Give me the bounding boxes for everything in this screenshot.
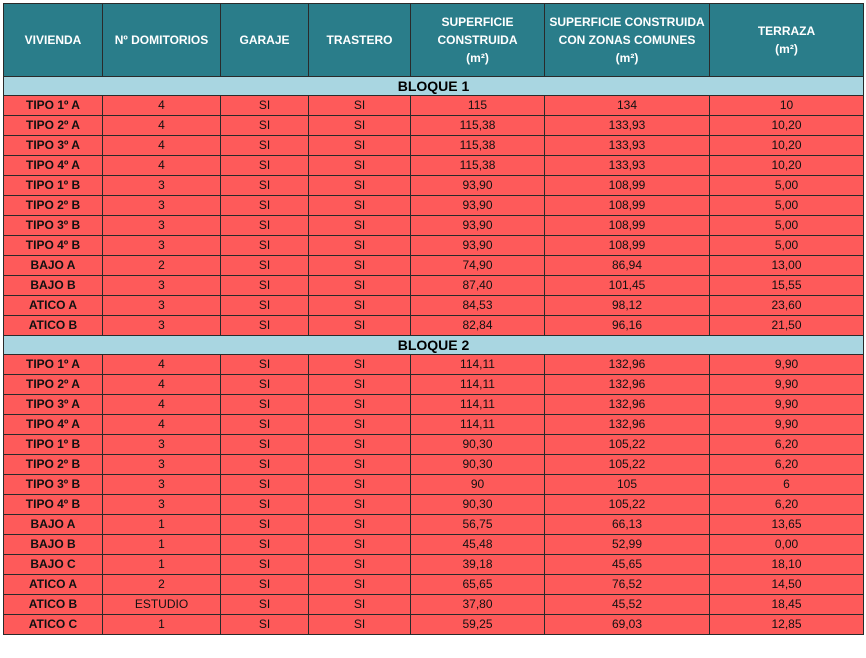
cell-dormitorios: 4 xyxy=(103,136,221,156)
table-row xyxy=(4,296,864,316)
cell-superficie-zonas-comunes: 45,52 xyxy=(545,595,710,615)
cell-vivienda: ATICO B xyxy=(4,316,103,336)
block-header-row xyxy=(4,77,864,96)
table-row xyxy=(4,375,864,395)
cell-dormitorios: 3 xyxy=(103,455,221,475)
cell-superficie-zonas-comunes: 133,93 xyxy=(545,116,710,136)
cell-superficie-zonas-comunes: 132,96 xyxy=(545,395,710,415)
cell-trastero: SI xyxy=(309,455,411,475)
cell-garaje: SI xyxy=(221,355,309,375)
cell-superficie-zonas-comunes: 69,03 xyxy=(545,615,710,635)
cell-dormitorios: 4 xyxy=(103,355,221,375)
cell-garaje: SI xyxy=(221,196,309,216)
table-row xyxy=(4,515,864,535)
cell-superficie-zonas-comunes: 96,16 xyxy=(545,316,710,336)
cell-vivienda: TIPO 3º B xyxy=(4,216,103,236)
cell-superficie-zonas-comunes: 66,13 xyxy=(545,515,710,535)
cell-superficie-construida: 115,38 xyxy=(411,136,545,156)
cell-dormitorios: 1 xyxy=(103,535,221,555)
cell-vivienda: TIPO 4º B xyxy=(4,495,103,515)
cell-terraza: 18,10 xyxy=(710,555,864,575)
cell-trastero: SI xyxy=(309,236,411,256)
cell-terraza: 10,20 xyxy=(710,136,864,156)
cell-trastero: SI xyxy=(309,575,411,595)
cell-vivienda: BAJO C xyxy=(4,555,103,575)
cell-superficie-construida: 74,90 xyxy=(411,256,545,276)
cell-garaje: SI xyxy=(221,316,309,336)
table-row xyxy=(4,355,864,375)
cell-terraza: 6,20 xyxy=(710,435,864,455)
cell-trastero: SI xyxy=(309,196,411,216)
cell-dormitorios: ESTUDIO xyxy=(103,595,221,615)
cell-vivienda: TIPO 1º B xyxy=(4,176,103,196)
cell-trastero: SI xyxy=(309,595,411,615)
table-row xyxy=(4,595,864,615)
cell-trastero: SI xyxy=(309,216,411,236)
table-row xyxy=(4,96,864,116)
cell-superficie-zonas-comunes: 86,94 xyxy=(545,256,710,276)
cell-superficie-construida: 65,65 xyxy=(411,575,545,595)
cell-dormitorios: 4 xyxy=(103,415,221,435)
cell-superficie-zonas-comunes: 134 xyxy=(545,96,710,116)
cell-trastero: SI xyxy=(309,355,411,375)
cell-superficie-construida: 39,18 xyxy=(411,555,545,575)
header-superficie-zonas-comunes: SUPERFICIE CONSTRUIDA CON ZONAS COMUNES (m²) xyxy=(545,4,710,77)
cell-superficie-construida: 115,38 xyxy=(411,116,545,136)
cell-superficie-zonas-comunes: 105 xyxy=(545,475,710,495)
cell-dormitorios: 3 xyxy=(103,196,221,216)
cell-dormitorios: 2 xyxy=(103,575,221,595)
cell-terraza: 10,20 xyxy=(710,156,864,176)
cell-dormitorios: 1 xyxy=(103,615,221,635)
cell-garaje: SI xyxy=(221,395,309,415)
cell-terraza: 9,90 xyxy=(710,395,864,415)
cell-dormitorios: 4 xyxy=(103,96,221,116)
cell-terraza: 10,20 xyxy=(710,116,864,136)
cell-terraza: 9,90 xyxy=(710,355,864,375)
block-title: BLOQUE 2 xyxy=(4,336,864,355)
cell-superficie-construida: 93,90 xyxy=(411,216,545,236)
cell-garaje: SI xyxy=(221,296,309,316)
cell-superficie-construida: 82,84 xyxy=(411,316,545,336)
cell-terraza: 5,00 xyxy=(710,236,864,256)
cell-trastero: SI xyxy=(309,96,411,116)
cell-vivienda: TIPO 4º A xyxy=(4,156,103,176)
table-row xyxy=(4,176,864,196)
cell-garaje: SI xyxy=(221,455,309,475)
cell-terraza: 5,00 xyxy=(710,176,864,196)
cell-terraza: 13,00 xyxy=(710,256,864,276)
table-row xyxy=(4,136,864,156)
cell-dormitorios: 3 xyxy=(103,316,221,336)
cell-terraza: 5,00 xyxy=(710,196,864,216)
cell-vivienda: BAJO B xyxy=(4,276,103,296)
cell-superficie-zonas-comunes: 105,22 xyxy=(545,455,710,475)
cell-superficie-zonas-comunes: 108,99 xyxy=(545,196,710,216)
table-row xyxy=(4,555,864,575)
cell-terraza: 14,50 xyxy=(710,575,864,595)
header-dormitorios: Nº DOMITORIOS xyxy=(103,4,221,77)
cell-vivienda: ATICO C xyxy=(4,615,103,635)
units-table xyxy=(3,3,864,635)
header-terraza: TERRAZA (m²) xyxy=(710,4,864,77)
cell-superficie-construida: 93,90 xyxy=(411,176,545,196)
table-row xyxy=(4,535,864,555)
cell-trastero: SI xyxy=(309,296,411,316)
header-superficie-construida: SUPERFICIE CONSTRUIDA (m²) xyxy=(411,4,545,77)
cell-trastero: SI xyxy=(309,116,411,136)
cell-terraza: 5,00 xyxy=(710,216,864,236)
cell-dormitorios: 4 xyxy=(103,395,221,415)
cell-vivienda: TIPO 2º A xyxy=(4,116,103,136)
block-title: BLOQUE 1 xyxy=(4,77,864,96)
cell-superficie-zonas-comunes: 108,99 xyxy=(545,176,710,196)
cell-garaje: SI xyxy=(221,615,309,635)
table-row xyxy=(4,156,864,176)
cell-terraza: 9,90 xyxy=(710,415,864,435)
cell-garaje: SI xyxy=(221,415,309,435)
cell-trastero: SI xyxy=(309,555,411,575)
cell-superficie-construida: 114,11 xyxy=(411,395,545,415)
cell-terraza: 0,00 xyxy=(710,535,864,555)
cell-garaje: SI xyxy=(221,176,309,196)
cell-superficie-construida: 90,30 xyxy=(411,435,545,455)
cell-superficie-construida: 37,80 xyxy=(411,595,545,615)
cell-superficie-zonas-comunes: 132,96 xyxy=(545,375,710,395)
cell-garaje: SI xyxy=(221,96,309,116)
cell-dormitorios: 2 xyxy=(103,256,221,276)
cell-dormitorios: 3 xyxy=(103,435,221,455)
cell-terraza: 23,60 xyxy=(710,296,864,316)
cell-superficie-construida: 115 xyxy=(411,96,545,116)
cell-trastero: SI xyxy=(309,515,411,535)
cell-dormitorios: 1 xyxy=(103,515,221,535)
table-row xyxy=(4,116,864,136)
cell-superficie-construida: 114,11 xyxy=(411,355,545,375)
table-row xyxy=(4,575,864,595)
cell-garaje: SI xyxy=(221,555,309,575)
cell-terraza: 13,65 xyxy=(710,515,864,535)
cell-garaje: SI xyxy=(221,256,309,276)
cell-vivienda: TIPO 1º B xyxy=(4,435,103,455)
cell-dormitorios: 4 xyxy=(103,156,221,176)
cell-terraza: 18,45 xyxy=(710,595,864,615)
header-garaje: GARAJE xyxy=(221,4,309,77)
cell-dormitorios: 4 xyxy=(103,116,221,136)
cell-superficie-zonas-comunes: 105,22 xyxy=(545,435,710,455)
cell-terraza: 9,90 xyxy=(710,375,864,395)
cell-vivienda: TIPO 3º B xyxy=(4,475,103,495)
cell-vivienda: BAJO B xyxy=(4,535,103,555)
cell-garaje: SI xyxy=(221,575,309,595)
cell-trastero: SI xyxy=(309,156,411,176)
cell-dormitorios: 3 xyxy=(103,276,221,296)
header-trastero: TRASTERO xyxy=(309,4,411,77)
table-row xyxy=(4,395,864,415)
cell-superficie-zonas-comunes: 98,12 xyxy=(545,296,710,316)
cell-superficie-construida: 84,53 xyxy=(411,296,545,316)
cell-dormitorios: 3 xyxy=(103,236,221,256)
cell-garaje: SI xyxy=(221,136,309,156)
cell-garaje: SI xyxy=(221,236,309,256)
cell-vivienda: TIPO 2º A xyxy=(4,375,103,395)
cell-terraza: 6,20 xyxy=(710,495,864,515)
cell-trastero: SI xyxy=(309,495,411,515)
cell-superficie-construida: 59,25 xyxy=(411,615,545,635)
header-row xyxy=(4,4,864,77)
cell-superficie-construida: 114,11 xyxy=(411,375,545,395)
cell-vivienda: TIPO 4º A xyxy=(4,415,103,435)
cell-superficie-construida: 90,30 xyxy=(411,455,545,475)
cell-trastero: SI xyxy=(309,615,411,635)
cell-garaje: SI xyxy=(221,216,309,236)
cell-garaje: SI xyxy=(221,156,309,176)
cell-terraza: 6 xyxy=(710,475,864,495)
cell-superficie-zonas-comunes: 132,96 xyxy=(545,415,710,435)
table-row xyxy=(4,196,864,216)
cell-superficie-construida: 90 xyxy=(411,475,545,495)
table-row xyxy=(4,435,864,455)
cell-superficie-zonas-comunes: 132,96 xyxy=(545,355,710,375)
cell-trastero: SI xyxy=(309,395,411,415)
cell-garaje: SI xyxy=(221,475,309,495)
cell-garaje: SI xyxy=(221,435,309,455)
cell-vivienda: TIPO 4º B xyxy=(4,236,103,256)
table-row xyxy=(4,276,864,296)
cell-trastero: SI xyxy=(309,136,411,156)
cell-superficie-construida: 45,48 xyxy=(411,535,545,555)
table-row xyxy=(4,475,864,495)
cell-superficie-construida: 93,90 xyxy=(411,196,545,216)
table-row xyxy=(4,256,864,276)
cell-superficie-construida: 115,38 xyxy=(411,156,545,176)
table-row xyxy=(4,615,864,635)
cell-vivienda: TIPO 2º B xyxy=(4,196,103,216)
cell-trastero: SI xyxy=(309,176,411,196)
cell-trastero: SI xyxy=(309,535,411,555)
cell-dormitorios: 1 xyxy=(103,555,221,575)
cell-garaje: SI xyxy=(221,116,309,136)
cell-vivienda: BAJO A xyxy=(4,515,103,535)
cell-garaje: SI xyxy=(221,375,309,395)
cell-terraza: 10 xyxy=(710,96,864,116)
cell-superficie-construida: 87,40 xyxy=(411,276,545,296)
cell-trastero: SI xyxy=(309,415,411,435)
cell-dormitorios: 3 xyxy=(103,495,221,515)
cell-vivienda: TIPO 1º A xyxy=(4,96,103,116)
table-row xyxy=(4,316,864,336)
table-row xyxy=(4,455,864,475)
table-row xyxy=(4,236,864,256)
cell-superficie-zonas-comunes: 133,93 xyxy=(545,136,710,156)
cell-superficie-construida: 114,11 xyxy=(411,415,545,435)
cell-superficie-construida: 93,90 xyxy=(411,236,545,256)
cell-vivienda: ATICO A xyxy=(4,296,103,316)
cell-dormitorios: 3 xyxy=(103,216,221,236)
table-body xyxy=(4,77,864,635)
cell-vivienda: TIPO 1º A xyxy=(4,355,103,375)
cell-dormitorios: 3 xyxy=(103,176,221,196)
cell-garaje: SI xyxy=(221,495,309,515)
header-vivienda: VIVIENDA xyxy=(4,4,103,77)
cell-trastero: SI xyxy=(309,475,411,495)
cell-dormitorios: 4 xyxy=(103,375,221,395)
cell-superficie-zonas-comunes: 133,93 xyxy=(545,156,710,176)
cell-vivienda: TIPO 2º B xyxy=(4,455,103,475)
cell-superficie-zonas-comunes: 76,52 xyxy=(545,575,710,595)
table-row xyxy=(4,415,864,435)
cell-garaje: SI xyxy=(221,276,309,296)
table-row xyxy=(4,216,864,236)
table-row xyxy=(4,495,864,515)
cell-trastero: SI xyxy=(309,375,411,395)
cell-superficie-zonas-comunes: 108,99 xyxy=(545,216,710,236)
cell-superficie-construida: 90,30 xyxy=(411,495,545,515)
cell-vivienda: ATICO B xyxy=(4,595,103,615)
cell-trastero: SI xyxy=(309,256,411,276)
cell-garaje: SI xyxy=(221,535,309,555)
cell-dormitorios: 3 xyxy=(103,475,221,495)
cell-dormitorios: 3 xyxy=(103,296,221,316)
cell-superficie-zonas-comunes: 105,22 xyxy=(545,495,710,515)
cell-terraza: 12,85 xyxy=(710,615,864,635)
cell-garaje: SI xyxy=(221,515,309,535)
cell-vivienda: ATICO A xyxy=(4,575,103,595)
cell-vivienda: TIPO 3º A xyxy=(4,136,103,156)
cell-trastero: SI xyxy=(309,316,411,336)
cell-superficie-zonas-comunes: 45,65 xyxy=(545,555,710,575)
cell-terraza: 15,55 xyxy=(710,276,864,296)
cell-superficie-zonas-comunes: 108,99 xyxy=(545,236,710,256)
cell-vivienda: TIPO 3º A xyxy=(4,395,103,415)
cell-superficie-zonas-comunes: 52,99 xyxy=(545,535,710,555)
block-header-row xyxy=(4,336,864,355)
cell-superficie-zonas-comunes: 101,45 xyxy=(545,276,710,296)
cell-superficie-construida: 56,75 xyxy=(411,515,545,535)
cell-garaje: SI xyxy=(221,595,309,615)
cell-terraza: 6,20 xyxy=(710,455,864,475)
cell-terraza: 21,50 xyxy=(710,316,864,336)
cell-vivienda: BAJO A xyxy=(4,256,103,276)
cell-trastero: SI xyxy=(309,435,411,455)
cell-trastero: SI xyxy=(309,276,411,296)
